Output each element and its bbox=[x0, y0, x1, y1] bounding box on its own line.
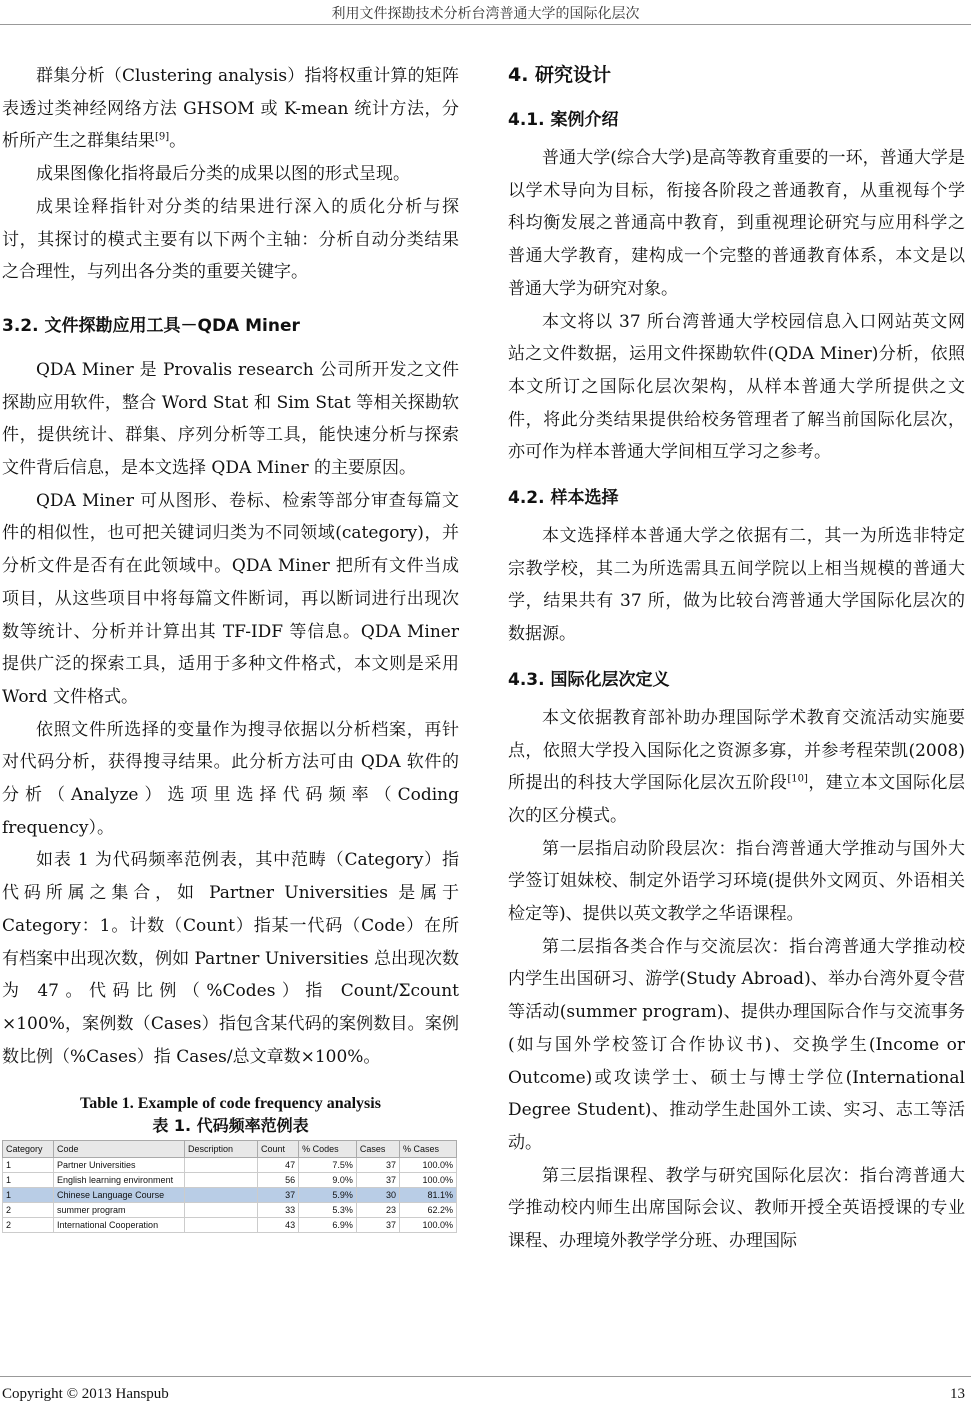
table-cell: 1 bbox=[3, 1158, 54, 1173]
paragraph-text: ，建立本文国际化层次的区分模式。 bbox=[508, 773, 966, 826]
section-heading-4-1: 4.1. 案例介绍 bbox=[508, 110, 619, 130]
table-cell: 37 bbox=[356, 1173, 399, 1188]
table-row[interactable] bbox=[3, 1188, 457, 1203]
table-cell bbox=[185, 1158, 258, 1173]
table-cell: 37 bbox=[258, 1188, 299, 1203]
table-cell: 43 bbox=[258, 1218, 299, 1233]
table-cell: 33 bbox=[258, 1203, 299, 1218]
table-row[interactable] bbox=[3, 1173, 457, 1188]
table-cell bbox=[185, 1173, 258, 1188]
footer-page-number: 13 bbox=[950, 1386, 965, 1402]
table-cell: 100.0% bbox=[399, 1158, 456, 1173]
table-cell: 1 bbox=[3, 1173, 54, 1188]
table-cell: English learning environment bbox=[54, 1173, 185, 1188]
code-frequency-table bbox=[2, 1140, 457, 1233]
table-cell: Chinese Language Course bbox=[54, 1188, 185, 1203]
footer-copyright: Copyright © 2013 Hanspub bbox=[2, 1386, 169, 1402]
citation-ref: [10] bbox=[787, 773, 808, 785]
paragraph-qda-intro: QDA Miner 是 Provalis research 公司所开发之文件探勘应用软件，整合 Word Stat 和 Sim Stat 等相关探勘软件，提供统计、群集、序列分析等工具，能快速分析与探索文件背后信息，是本文选择 QDA Miner 的主要原因。 bbox=[2, 359, 459, 479]
table-header-cell: Description bbox=[185, 1141, 258, 1158]
paragraph-text: 群集分析（Clustering analysis）指将权重计算的矩阵表透过类神经网络方法 GHSOM 或 K-mean 统计方法，分析所产生之群集结果 bbox=[2, 66, 459, 152]
paragraph-case-intro: 普通大学(综合大学)是高等教育重要的一环，普通大学是以学术导向为目标，衔接各阶段之普通教育，从重视每个学科均衡发展之普通高中教育，到重视理论研究与应用科学之普通大学教育，建构成一个完整的普通教育体系，本文是以普通大学为研究对象。 bbox=[508, 148, 965, 299]
paragraph-table-explanation: 如表 1 为代码频率范例表，其中范畴（Category）指代码所属之集合，如 Partner Universities 是属于 Category：1。计数（Count）指某一代码（Code）在所有档案中出现次数，例如 Partner Universities 总出现次数为 47。代码比例（%Codes）指 Count/Σcount ×100%，案例数（Cases）指包含某代码的案例数目。案例数比例（%Cases）指 Cases/总文章数×100%。 bbox=[2, 850, 459, 1067]
table-cell: 56 bbox=[258, 1173, 299, 1188]
paragraph-level-3: 第三层指课程、教学与研究国际化层次：指台湾普通大学推动校内师生出席国际会议、教师开授全英语授课的专业课程、办理境外教学学分班、办理国际 bbox=[508, 1165, 965, 1252]
paragraph-text: 本文依据教育部补助办理国际学术教育交流活动实施要点，依照大学投入国际化之资源多寡，并参考程荣凯(2008)所提出的科技大学国际化层次五阶段 bbox=[508, 707, 965, 794]
table-cell: International Cooperation bbox=[54, 1218, 185, 1233]
section-heading-4-2: 4.2. 样本选择 bbox=[508, 488, 619, 509]
table-cell: 7.5% bbox=[299, 1158, 357, 1173]
table-header-cell: Code bbox=[54, 1141, 185, 1158]
table-cell: 37 bbox=[356, 1218, 399, 1233]
table-row[interactable] bbox=[3, 1218, 457, 1233]
paragraph-visualization: 成果图像化指将最后分类的成果以图的形式呈现。 bbox=[36, 164, 410, 185]
table-cell: Partner Universities bbox=[54, 1158, 185, 1173]
paragraph-internationalization-definition bbox=[508, 702, 965, 833]
paragraph-sample-selection: 本文选择样本普通大学之依据有二，其一为所选非特定宗教学校，其二为所选需具五间学院以上相当规模的普通大学，结果共有 37 所，做为比较台湾普通大学国际化层次的数据源。 bbox=[508, 526, 965, 645]
table-cell: 2 bbox=[3, 1218, 54, 1233]
table-cell: 37 bbox=[356, 1158, 399, 1173]
table-cell: 1 bbox=[3, 1188, 54, 1203]
footer-rule bbox=[0, 1376, 971, 1377]
paragraph-qda-features: QDA Miner 可从图形、卷标、检索等部分审查每篇文件的相似性，也可把关键词归类为不同领域(category)，并分析文件是否有在此领域中。QDA Miner 把所有文件当成项目，从这些项目中将每篇文件断词，再以断词进行出现次数等统计、分析并计算出其 TF-IDF 等信息。QDA Miner 提供广泛的探索工具，适用于多种文件格式，本文则是采用 Word 文件格式。 bbox=[2, 490, 459, 707]
table-cell: 5.9% bbox=[299, 1188, 357, 1203]
table-header-cell: Category bbox=[3, 1141, 54, 1158]
paragraph-level-2: 第二层指各类合作与交流层次：指台湾普通大学推动校内学生出国研习、游学(Study Abroad)、举办台湾外夏令营等活动(summer program)、提供办理国际合作与交流事务(如与国外学校签订合作协议书)、交换学生(Income or Outcome)或攻读学士、硕士与博士学位(International Degree Student)、推动学生赴国外工读、实习、志工等活动。 bbox=[508, 936, 965, 1153]
citation-ref: [9] bbox=[155, 131, 170, 143]
paragraph-clustering bbox=[2, 60, 459, 158]
table-cell: 5.3% bbox=[299, 1203, 357, 1218]
paragraph-study-scope: 本文将以 37 所台湾普通大学校园信息入口网站英文网站之文件数据，运用文件探勘软件(QDA Miner)分析，依照本文所订之国际化层次架构，从样本普通大学所提供之文件，将此分类结果提供给校务管理者了解当前国际化层次，亦可作为样本普通大学间相互学习之参考。 bbox=[508, 311, 965, 463]
table-cell: 81.1% bbox=[399, 1188, 456, 1203]
table-cell bbox=[185, 1203, 258, 1218]
table-cell: 100.0% bbox=[399, 1173, 456, 1188]
table-cell: 9.0% bbox=[299, 1173, 357, 1188]
table-cell: 47 bbox=[258, 1158, 299, 1173]
paragraph-analysis-method: 依照文件所选择的变量作为搜寻依据以分析档案，再针对代码分析，获得搜寻结果。此分析方法可由 QDA 软件的分析（Analyze）选项里选择代码频率（Coding frequency）。 bbox=[2, 719, 459, 838]
table-header-cell: % Cases bbox=[399, 1141, 456, 1158]
left-column bbox=[2, 60, 459, 1233]
section-heading-4-3: 4.3. 国际化层次定义 bbox=[508, 669, 670, 690]
paragraph-text: 。 bbox=[169, 131, 187, 152]
table-header-cell: Cases bbox=[356, 1141, 399, 1158]
section-heading-3-2: 3.2. 文件探勘应用工具－QDA Miner bbox=[2, 315, 300, 336]
table-cell: 62.2% bbox=[399, 1203, 456, 1218]
table-header-row bbox=[3, 1141, 457, 1158]
table-caption-en: Table 1. Example of code frequency analysis bbox=[80, 1095, 381, 1113]
table-cell: 23 bbox=[356, 1203, 399, 1218]
table-cell: summer program bbox=[54, 1203, 185, 1218]
table-row[interactable] bbox=[3, 1158, 457, 1173]
paragraph-interpretation: 成果诠释指针对分类的结果进行深入的质化分析与探讨，其探讨的模式主要有以下两个主轴：分析自动分类结果之合理性，与列出各分类的重要关键字。 bbox=[2, 196, 459, 283]
paragraph-level-1: 第一层指启动阶段层次：指台湾普通大学推动与国外大学签订姐妹校、制定外语学习环境(提供外文网页、外语相关检定等)、提供以英文教学之华语课程。 bbox=[508, 838, 965, 925]
header-rule bbox=[0, 24, 971, 25]
table-header-cell: % Codes bbox=[299, 1141, 357, 1158]
table-row[interactable] bbox=[3, 1203, 457, 1218]
table-caption-zh: 表 1. 代码频率范例表 bbox=[152, 1116, 309, 1136]
table-cell: 30 bbox=[356, 1188, 399, 1203]
table-cell: 6.9% bbox=[299, 1218, 357, 1233]
running-head: 利用文件探勘技术分析台湾普通大学的国际化层次 bbox=[331, 6, 640, 22]
right-column bbox=[508, 60, 965, 1258]
table-cell bbox=[185, 1218, 258, 1233]
table-cell: 2 bbox=[3, 1203, 54, 1218]
section-heading-4: 4. 研究设计 bbox=[508, 64, 612, 86]
table-cell: 100.0% bbox=[399, 1218, 456, 1233]
table-cell bbox=[185, 1188, 258, 1203]
table-header-cell: Count bbox=[258, 1141, 299, 1158]
